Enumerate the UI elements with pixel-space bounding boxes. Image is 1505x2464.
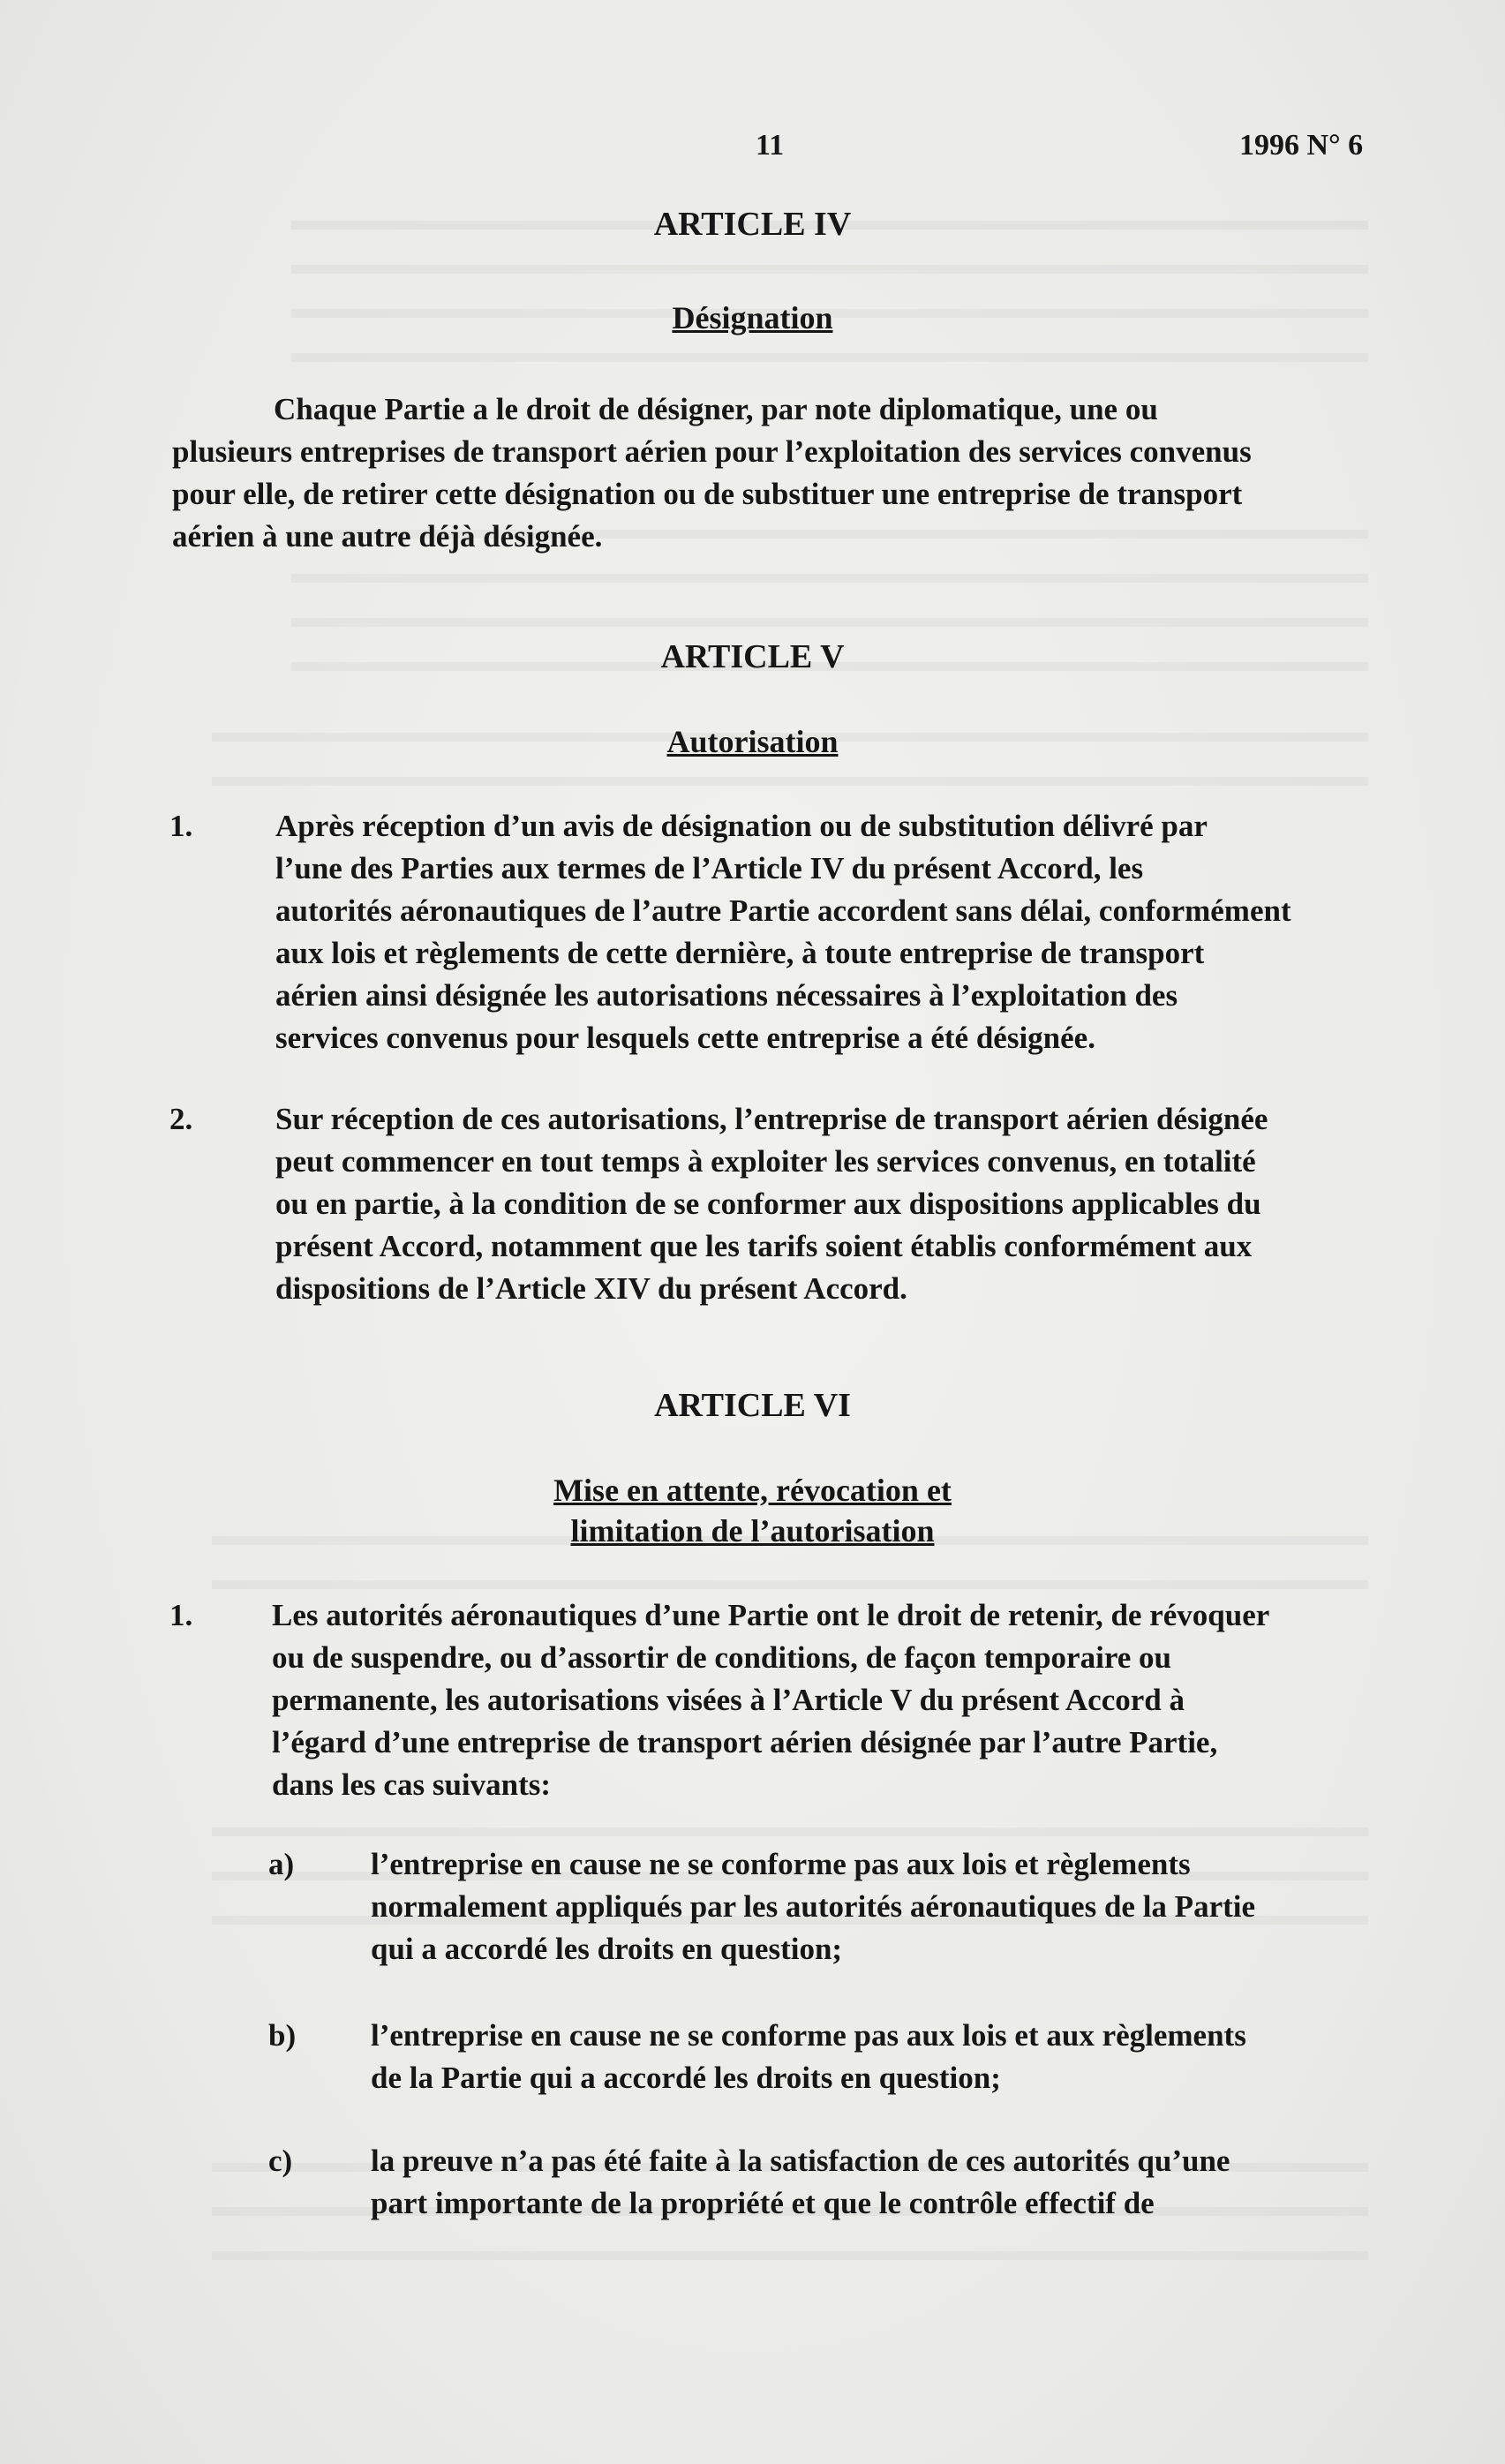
paragraph-line: l’entreprise en cause ne se conforme pas aux lois et aux règlements (371, 2018, 1246, 2053)
article-iv-paragraph (172, 388, 1346, 558)
article-vi-subheading-line-1: Mise en attente, révocation et (553, 1473, 952, 1508)
article-vi-item-a (371, 1843, 1386, 1970)
article-vi-item-1-marker: 1. (169, 1598, 193, 1632)
article-v-item-1 (275, 805, 1388, 1059)
paragraph-line: qui a accordé les droits en question; (371, 1932, 843, 1966)
article-v-heading: ARTICLE V (660, 638, 845, 675)
paragraph-line: autorités aéronautiques de l’autre Partie accordent sans délai, conformément (275, 893, 1291, 928)
article-vi-item-c-marker: c) (268, 2144, 293, 2178)
article-iv-heading: ARTICLE IV (653, 206, 852, 243)
paragraph-line: Les autorités aéronautiques d’une Partie ont le droit de retenir, de révoquer (272, 1598, 1270, 1632)
article-vi-item-b (371, 2015, 1386, 2099)
paragraph-line: Chaque Partie a le droit de désigner, par note diplomatique, une ou (274, 392, 1158, 426)
paragraph-line: pour elle, de retirer cette désignation ou de substituer une entreprise de transport (172, 477, 1243, 511)
article-iv-subheading: Désignation (672, 300, 833, 335)
article-v-item-2-marker: 2. (169, 1102, 193, 1136)
page-number: 11 (756, 129, 785, 162)
article-v-subheading: Autorisation (666, 724, 839, 759)
paragraph-line: l’égard d’une entreprise de transport aérien désignée par l’autre Partie, (272, 1725, 1218, 1759)
paragraph-line: Sur réception de ces autorisations, l’entreprise de transport aérien désignée (275, 1102, 1268, 1136)
article-vi-heading: ARTICLE VI (654, 1387, 851, 1424)
article-vi-item-c (371, 2140, 1386, 2225)
paragraph-line: ou de suspendre, ou d’assortir de conditions, de façon temporaire ou (272, 1640, 1171, 1675)
article-v-item-2 (275, 1098, 1388, 1310)
paragraph-line: aux lois et règlements de cette dernière, à toute entreprise de transport (275, 936, 1205, 970)
paragraph-line: l’une des Parties aux termes de l’Article IV du présent Accord, les (275, 851, 1144, 885)
paragraph-line: part importante de la propriété et que le contrôle effectif de (371, 2186, 1155, 2220)
paragraph-line: services convenus pour lesquels cette entreprise a été désignée. (275, 1021, 1095, 1055)
paragraph-line: ou en partie, à la condition de se conformer aux dispositions applicables du (275, 1187, 1261, 1221)
paragraph-line: Après réception d’un avis de désignation ou de substitution délivré par (275, 809, 1208, 843)
article-v-item-1-marker: 1. (169, 809, 193, 843)
paragraph-line: dispositions de l’Article XIV du présent Accord. (275, 1271, 907, 1306)
paragraph-line: aérien ainsi désignée les autorisations nécessaires à l’exploitation des (275, 978, 1178, 1013)
article-vi-subheading-line-2: limitation de l’autorisation (570, 1513, 935, 1548)
article-vi-item-b-marker: b) (268, 2018, 297, 2053)
paragraph-line: l’entreprise en cause ne se conforme pas aux lois et règlements (371, 1847, 1191, 1881)
paragraph-line: normalement appliqués par les autorités aéronautiques de la Partie (371, 1889, 1256, 1924)
paragraph-line: la preuve n’a pas été faite à la satisfaction de ces autorités qu’une (371, 2144, 1230, 2178)
paragraph-line: présent Accord, notamment que les tarifs soient établis conformément aux (275, 1229, 1253, 1263)
paragraph-line: de la Partie qui a accordé les droits en question; (371, 2061, 1001, 2095)
paragraph-line: permanente, les autorisations visées à l’Article V du présent Accord à (272, 1683, 1185, 1717)
paragraph-line: aérien à une autre déjà désignée. (172, 519, 603, 554)
paragraph-line: dans les cas suivants: (272, 1767, 552, 1802)
paragraph-line: peut commencer en tout temps à exploiter les services convenus, en totalité (275, 1144, 1256, 1179)
article-vi-item-1 (272, 1594, 1386, 1806)
article-vi-item-a-marker: a) (268, 1847, 295, 1881)
publication-reference: 1996 N° 6 (1239, 129, 1364, 162)
paragraph-line: plusieurs entreprises de transport aérien pour l’exploitation des services convenus (172, 434, 1252, 469)
